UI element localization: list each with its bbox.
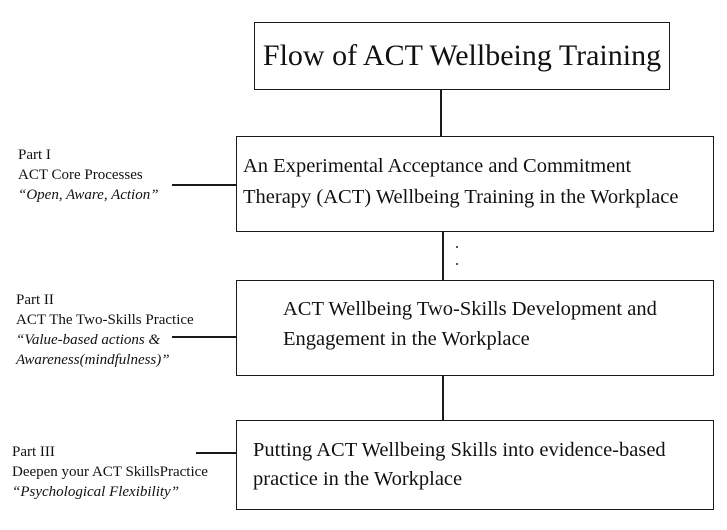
flow-box-1-line-1: An Experimental Acceptance and Commitment <box>243 155 632 177</box>
part-2-quote-line-1: “Value-based actions & <box>16 332 161 348</box>
part-1-name: ACT Core Processes <box>18 167 143 183</box>
part-3-label: Part III <box>12 444 55 460</box>
flow-box-2-line-1: ACT Wellbeing Two-Skills Development and <box>283 298 657 320</box>
flow-box-1-line-2: Therapy (ACT) Wellbeing Training in the Workplace <box>243 186 679 208</box>
flow-box-2 <box>236 280 714 376</box>
artifact-dot <box>456 246 458 248</box>
flow-box-2-line-2: Engagement in the Workplace <box>283 328 530 350</box>
artifact-dot <box>456 263 458 265</box>
title-box <box>254 22 670 90</box>
connector-box1-to-box2 <box>442 232 444 280</box>
connector-title-to-box1 <box>440 90 442 136</box>
part-3-quote: “Psychological Flexibility” <box>12 484 180 500</box>
flow-box-3-line-1: Putting ACT Wellbeing Skills into evidence-based <box>253 439 666 461</box>
part-1-label: Part I <box>18 147 51 163</box>
connector-box2-to-box3 <box>442 376 444 420</box>
part-3-label-block <box>12 442 208 502</box>
part-1-quote: “Open, Aware, Action” <box>18 187 159 203</box>
flow-box-3 <box>236 420 714 510</box>
connector-part1-to-box1 <box>172 184 236 186</box>
part-2-quote-line-2: Awareness(mindfulness)” <box>16 352 170 368</box>
part-2-name: ACT The Two-Skills Practice <box>16 312 194 328</box>
part-2-label: Part II <box>16 292 54 308</box>
flow-box-3-line-2: practice in the Workplace <box>253 468 463 490</box>
diagram-title: Flow of ACT Wellbeing Training <box>262 39 662 72</box>
part-2-label-block <box>16 290 194 370</box>
part-3-name: Deepen your ACT SkillsPractice <box>12 464 208 480</box>
flow-box-1 <box>236 136 714 232</box>
part-1-label-block <box>18 145 159 205</box>
